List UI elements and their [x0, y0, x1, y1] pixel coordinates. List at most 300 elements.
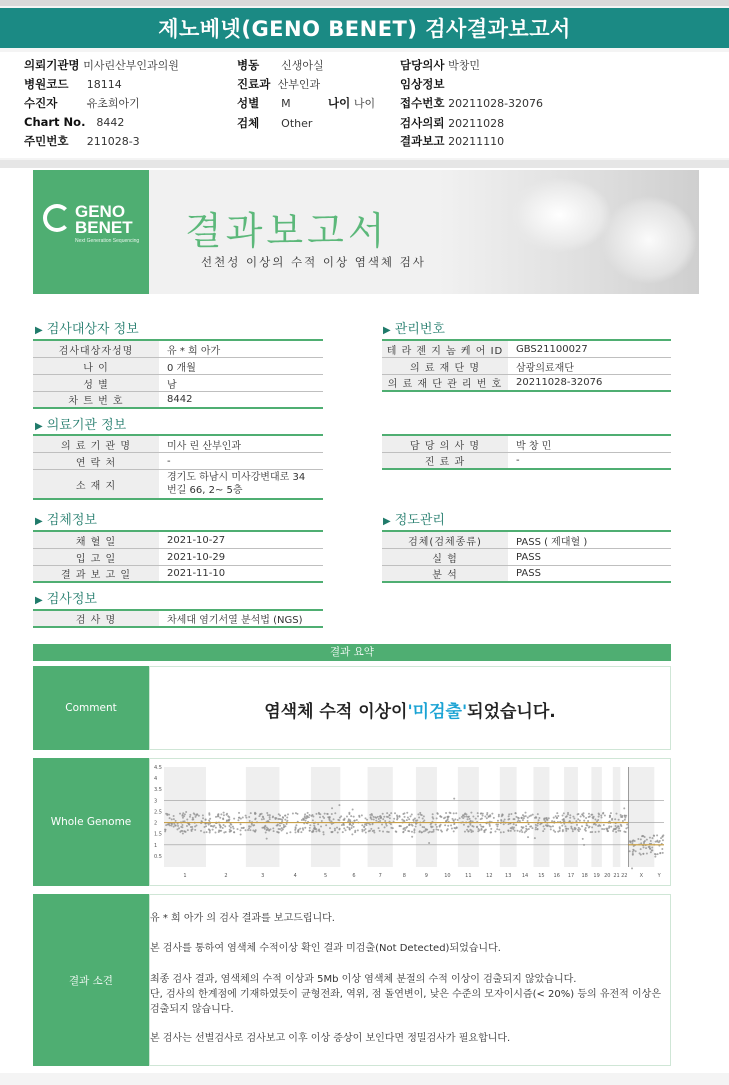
data-point [436, 828, 438, 830]
data-point [384, 826, 386, 828]
data-point [565, 830, 567, 832]
arrow-icon: ▶ [35, 421, 43, 432]
data-point [419, 830, 421, 832]
row-key: 차 트 번 호 [33, 392, 159, 407]
data-point [436, 826, 438, 828]
comment-post: 되었습니다. [467, 701, 556, 722]
data-point [266, 812, 268, 814]
data-point [245, 829, 247, 831]
row-key: 의 료 재 단 관 리 번 호 [382, 375, 508, 390]
data-point [517, 830, 519, 832]
data-point [181, 826, 183, 828]
data-point [237, 819, 239, 821]
summary-header: 결과 요약 [33, 644, 671, 661]
data-point [269, 816, 271, 818]
data-point [318, 813, 320, 815]
data-point [522, 826, 524, 828]
data-point [301, 819, 303, 821]
data-point [643, 846, 645, 848]
data-point [175, 820, 177, 822]
data-point [583, 820, 585, 822]
data-point [166, 813, 168, 815]
data-point [418, 817, 420, 819]
data-point [279, 825, 281, 827]
banner-title: 결과보고서 [185, 209, 389, 253]
data-point [262, 816, 264, 818]
data-point [527, 836, 529, 838]
data-point [622, 820, 624, 822]
rrn-value: 211028-3 [86, 135, 140, 148]
whole-genome-chart [150, 759, 670, 885]
section-medical [35, 414, 126, 433]
data-point [536, 825, 538, 827]
data-point [179, 813, 181, 815]
data-point [572, 830, 574, 832]
data-point [662, 839, 664, 841]
row-value: PASS [516, 568, 541, 579]
row-value: 2021-10-27 [167, 534, 226, 546]
data-point [525, 825, 527, 827]
data-point [655, 841, 657, 843]
data-point [430, 826, 432, 828]
data-point [219, 827, 221, 829]
data-point [198, 815, 200, 817]
data-point [258, 815, 260, 817]
x-tick-label: 16 [553, 873, 560, 879]
data-point [169, 817, 171, 819]
data-point [433, 829, 435, 831]
x-tick-label: 21 [613, 873, 620, 879]
data-point [284, 814, 286, 816]
data-point [404, 816, 406, 818]
data-point [322, 831, 324, 833]
data-point [208, 824, 210, 826]
data-point [615, 825, 617, 827]
data-point [523, 817, 525, 819]
data-point [230, 827, 232, 829]
data-point [205, 825, 207, 827]
data-point [399, 825, 401, 827]
data-point [502, 814, 504, 816]
data-point [658, 841, 660, 843]
data-point [390, 812, 392, 814]
data-point [610, 812, 612, 814]
data-point [575, 820, 577, 822]
data-point [563, 820, 565, 822]
data-point [266, 829, 268, 831]
data-point [228, 825, 230, 827]
row-key: 입 고 일 [33, 549, 159, 565]
row-key: 나 이 [33, 358, 159, 374]
data-point [411, 836, 413, 838]
data-point [403, 827, 405, 829]
data-point [631, 867, 633, 869]
data-point [642, 853, 644, 855]
table-row [382, 532, 671, 549]
data-point [497, 823, 499, 825]
data-point [310, 815, 312, 817]
data-point [637, 838, 639, 840]
data-point [486, 817, 488, 819]
data-point [189, 814, 191, 816]
data-point [535, 817, 537, 819]
request-label: 검사의뢰 [400, 116, 445, 130]
data-point [522, 814, 524, 816]
data-point [190, 826, 192, 828]
data-point [511, 827, 513, 829]
section-subject-title: 검사대상자 정보 [46, 322, 139, 337]
data-point [323, 817, 325, 819]
data-point [286, 816, 288, 818]
data-point [519, 830, 521, 832]
data-point [490, 831, 492, 833]
data-point [282, 828, 284, 830]
row-key: 의 료 재 단 명 [382, 358, 508, 374]
data-point [361, 824, 363, 826]
chromosome-band [311, 767, 340, 867]
data-point [175, 825, 177, 827]
data-point [655, 853, 657, 855]
data-point [605, 828, 607, 830]
data-point [233, 831, 235, 833]
data-point [440, 816, 442, 818]
data-point [517, 819, 519, 821]
data-point [208, 812, 210, 814]
banner-subtitle: 선천성 이상의 수적 이상 염색체 검사 [201, 255, 426, 269]
data-point [375, 820, 377, 822]
data-point [565, 816, 567, 818]
data-point [284, 819, 286, 821]
comment-box [149, 666, 671, 750]
data-point [315, 830, 317, 832]
data-point [572, 816, 574, 818]
data-point [238, 817, 240, 819]
data-point [338, 828, 340, 830]
data-point [227, 815, 229, 817]
data-point [556, 817, 558, 819]
data-point [555, 815, 557, 817]
data-point [173, 818, 175, 820]
row-key: 검체(검체종류) [382, 532, 508, 548]
data-point [275, 818, 277, 820]
data-point [295, 812, 297, 814]
section-qc [383, 509, 445, 528]
data-point [408, 830, 410, 832]
row-value: 삼광의료재단 [516, 362, 574, 374]
data-point [263, 818, 265, 820]
chromosome-band [164, 767, 206, 867]
data-point [493, 817, 495, 819]
data-point [537, 813, 539, 815]
data-point [498, 829, 500, 831]
data-point [282, 816, 284, 818]
data-point [583, 844, 585, 846]
recipient-value: 유초희아기 [86, 97, 140, 110]
data-point [524, 831, 526, 833]
data-point [468, 826, 470, 828]
data-point [494, 831, 496, 833]
data-point [443, 817, 445, 819]
data-point [602, 812, 604, 814]
report-banner [33, 170, 699, 294]
data-point [323, 833, 325, 835]
data-point [651, 846, 653, 848]
data-point [510, 830, 512, 832]
data-point [279, 828, 281, 830]
data-point [642, 835, 644, 837]
data-point [603, 824, 605, 826]
data-point [603, 828, 605, 830]
data-point [604, 815, 606, 817]
data-point [469, 818, 471, 820]
table-row [33, 392, 323, 409]
data-point [422, 817, 424, 819]
institution-value: 미사린산부인과의원 [83, 59, 179, 72]
data-point [321, 820, 323, 822]
data-point [410, 815, 412, 817]
remarks-label: 결과 소견 [33, 894, 149, 1066]
table-row [33, 375, 323, 392]
x-tick-label: 14 [521, 873, 529, 879]
data-point [561, 825, 563, 827]
data-point [304, 815, 306, 817]
data-point [348, 827, 350, 829]
data-point [569, 817, 571, 819]
data-point [226, 820, 228, 822]
section-test [35, 588, 97, 607]
row-value: 2021-11-10 [167, 568, 226, 579]
data-point [402, 831, 404, 833]
data-point [432, 813, 434, 815]
data-point [479, 829, 481, 831]
data-point [164, 830, 166, 832]
data-point [591, 826, 593, 828]
data-point [584, 829, 586, 831]
data-point [318, 828, 320, 830]
data-point [385, 823, 387, 825]
data-point [187, 829, 189, 831]
section-medical-title: 의료기관 정보 [46, 418, 127, 433]
data-point [276, 825, 278, 827]
management-table [382, 339, 671, 392]
data-point [649, 837, 651, 839]
data-point [201, 820, 203, 822]
data-point [185, 831, 187, 833]
section-management-title: 관리번호 [394, 322, 445, 337]
data-point [514, 830, 516, 832]
data-point [203, 831, 205, 833]
data-point [662, 834, 664, 836]
data-point [411, 831, 413, 833]
data-point [582, 812, 584, 814]
data-point [245, 817, 247, 819]
table-row [382, 341, 671, 358]
data-point [608, 825, 610, 827]
data-point [553, 830, 555, 832]
comment-text [150, 667, 670, 751]
table-row [33, 453, 323, 470]
data-point [472, 830, 474, 832]
data-point [626, 824, 628, 826]
data-point [233, 818, 235, 820]
age-label: 나이 [328, 96, 351, 110]
data-point [618, 819, 620, 821]
row-value: 미사 린 산부인과 [167, 440, 241, 452]
specimen-table [33, 530, 323, 583]
whole-genome-label: Whole Genome [33, 758, 149, 886]
data-point [550, 828, 552, 830]
data-point [202, 817, 204, 819]
data-point [286, 820, 288, 822]
x-tick-label: 17 [567, 873, 575, 879]
data-point [477, 815, 479, 817]
data-point [365, 832, 367, 834]
data-point [489, 825, 491, 827]
data-point [370, 816, 372, 818]
data-point [372, 830, 374, 832]
data-point [585, 817, 587, 819]
data-point [451, 827, 453, 829]
data-point [269, 814, 271, 816]
data-point [578, 827, 580, 829]
data-point [640, 854, 642, 856]
data-point [453, 830, 455, 832]
data-point [413, 832, 415, 834]
data-point [220, 830, 222, 832]
data-point [356, 819, 358, 821]
data-point [623, 807, 625, 809]
data-point [618, 825, 620, 827]
data-point [586, 824, 588, 826]
data-point [437, 813, 439, 815]
baby-feet-photo [439, 170, 699, 294]
data-point [625, 831, 627, 833]
data-point [582, 838, 584, 840]
data-point [656, 840, 658, 842]
data-point [340, 815, 342, 817]
data-point [243, 827, 245, 829]
y-tick-label: 0.5 [154, 853, 162, 860]
data-point [171, 818, 173, 820]
table-row [33, 470, 323, 500]
table-row [33, 611, 323, 628]
test-table [33, 609, 323, 628]
table-row [382, 453, 671, 470]
data-point [440, 824, 442, 826]
section-specimen [35, 509, 97, 528]
row-key: 연 락 처 [33, 453, 159, 469]
data-point [286, 832, 288, 834]
data-point [650, 851, 652, 853]
data-point [569, 814, 571, 816]
data-point [242, 816, 244, 818]
data-point [613, 828, 615, 830]
data-point [590, 814, 592, 816]
data-point [357, 829, 359, 831]
data-point [325, 824, 327, 826]
data-point [654, 856, 656, 858]
remarks-box [149, 894, 671, 1066]
data-point [468, 830, 470, 832]
data-point [254, 812, 256, 814]
data-point [232, 826, 234, 828]
data-point [382, 831, 384, 833]
rrn-label: 주민번호 [24, 134, 69, 148]
row-key: 검 사 명 [33, 611, 159, 626]
table-row [33, 532, 323, 549]
data-point [182, 832, 184, 834]
x-tick-label: 18 [581, 873, 588, 879]
data-point [535, 826, 537, 828]
logo-subtitle: Next Generation Sequencing [75, 238, 140, 244]
data-point [250, 812, 252, 814]
row-value: 2021-10-29 [167, 551, 226, 563]
data-point [550, 826, 552, 828]
row-value: 0 개월 [167, 362, 196, 374]
row-value: PASS ( 제대혈 ) [516, 536, 588, 548]
x-tick-label: 3 [261, 873, 265, 879]
table-row [33, 341, 323, 358]
data-point [581, 825, 583, 827]
x-tick-label: 19 [593, 873, 600, 879]
data-point [661, 848, 663, 850]
data-point [191, 828, 193, 830]
data-point [508, 815, 510, 817]
data-point [240, 833, 242, 835]
data-point [514, 812, 516, 814]
data-point [538, 819, 540, 821]
data-point [209, 832, 211, 834]
data-point [220, 813, 222, 815]
data-point [521, 831, 523, 833]
row-value: 유 * 희 아가 [167, 345, 221, 357]
data-point [454, 818, 456, 820]
data-point [426, 829, 428, 831]
data-point [378, 818, 380, 820]
y-tick-label: 1.5 [154, 831, 162, 838]
data-point [575, 828, 577, 830]
x-tick-label: 20 [604, 873, 611, 879]
remark-line: 본 검사를 통하여 염색체 수적이상 확인 결과 미검출(Not Detected)되었습니다. [150, 943, 501, 954]
data-point [444, 824, 446, 826]
data-point [312, 831, 314, 833]
data-point [407, 816, 409, 818]
data-point [345, 829, 347, 831]
data-point [354, 820, 356, 822]
data-point [624, 819, 626, 821]
data-point [594, 818, 596, 820]
data-point [182, 814, 184, 816]
data-point [214, 831, 216, 833]
result-report-value: 20211110 [448, 135, 505, 148]
institution-label: 의뢰기관명 [24, 58, 80, 72]
data-point [382, 818, 384, 820]
data-point [475, 818, 477, 820]
data-point [482, 815, 484, 817]
data-point [643, 842, 645, 844]
data-point [303, 818, 305, 820]
data-point [544, 820, 546, 822]
data-point [302, 829, 304, 831]
data-point [248, 816, 250, 818]
data-point [383, 816, 385, 818]
data-point [611, 819, 613, 821]
section-qc-title: 정도관리 [394, 513, 445, 528]
data-point [389, 817, 391, 819]
data-point [617, 830, 619, 832]
data-point [279, 814, 281, 816]
data-point [662, 852, 664, 854]
